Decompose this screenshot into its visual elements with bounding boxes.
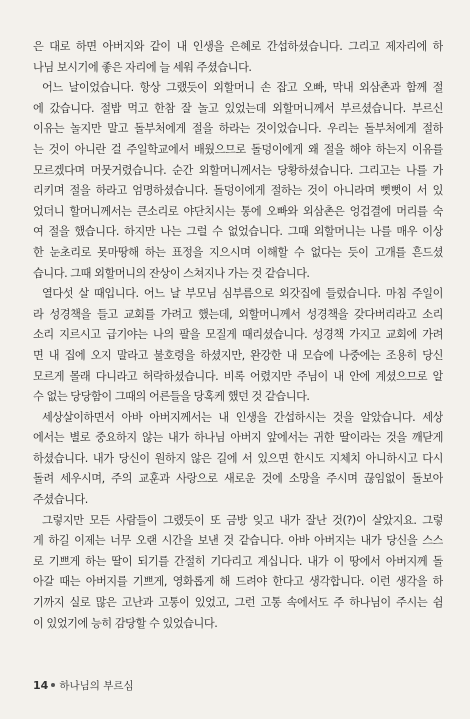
text-line: 이 있었기에 능히 감당할 수 있었습니다.	[33, 616, 218, 630]
text-line: 은 대로 하면 아버지와 같이 내 인생을 은혜로 간섭하셨습니다. 그리고 제자리에 하	[33, 40, 443, 53]
text-line: 에 갔습니다. 절밥 먹고 한참 잘 놀고 있었는데 외할머니께서 부르셨습니다. 부르신	[33, 101, 443, 115]
text-line: 어느 날이었습니다. 항상 그랬듯이 외할머니 손 잡고 오빠, 막내 외삼촌과 함께 절	[42, 81, 443, 95]
page-footer	[33, 678, 134, 694]
bullet-dot-icon	[51, 683, 55, 687]
text-line: 로 기쁘게 하는 딸이 되기를 간절히 기다리고 계십니다. 내가 이 땅에서 아버지께 돌	[33, 554, 443, 568]
text-line: 에서는 별로 중요하지 않는 내가 하나님 아버지 앞에서는 귀한 딸이라는 것을 깨닫게	[33, 431, 443, 445]
text-line: 기까지 실로 많은 고난과 고통이 있었고, 그런 고통 속에서도 주 하나님이 주시는 쉼	[33, 596, 443, 610]
text-line: 었더니 할머니께서는 큰소리로 야단치시는 통에 오빠와 외삼촌은 엉겁결에 머리를 숙	[33, 204, 443, 218]
text-line: 이유는 놀지만 말고 돌부처에게 절을 하라는 것이었습니다. 우리는 돌부처에게 절하	[33, 122, 443, 136]
paragraph	[33, 408, 443, 511]
text-line: 라 성경책을 들고 교회를 가려고 했는데, 외할머니께서 성경책을 갖다버리라고 소리	[33, 307, 443, 321]
text-line: 돌려 세우시며, 주의 교훈과 사랑으로 새로운 것에 소망을 주시며 끊임없이 돌보아	[33, 472, 443, 486]
paragraph	[33, 511, 443, 635]
text-line: 습니다. 그때 외할머니의 잔상이 스쳐지나 가는 것 같습니다.	[33, 266, 310, 280]
paragraph	[33, 78, 443, 284]
text-line: 면 내 집에 오지 말라고 불호령을 하셨지만, 완강한 내 모습에 나중에는 조용히 당신	[33, 348, 443, 362]
text-line: 세상살이하면서 아바 아버지께서는 내 인생을 간섭하시는 것을 알았습니다. 세상	[42, 410, 443, 424]
book-title: 하나님의 부르심	[59, 680, 134, 692]
body-text	[33, 37, 443, 634]
text-line: 하셨습니다. 내가 당신이 원하지 않은 길에 서 있으면 한시도 지체치 아니하시고 다시	[33, 451, 443, 465]
paragraph	[33, 284, 443, 408]
text-line: 주셨습니다.	[33, 493, 88, 507]
text-line: 게 하길 이제는 너무 오랜 시간을 보낸 것 같습니다. 아바 아버지는 내가 당신을 스스	[33, 534, 443, 548]
text-line: 모르겠다며 머뭇거렸습니다. 순간 외할머니께서는 당황하셨습니다. 그리고는 나를 가	[33, 163, 443, 177]
text-line: 그렇지만 모든 사람들이 그랬듯이 또 금방 잊고 내가 잘난 것(?)이 살았지요. 그렇	[42, 513, 443, 527]
text-line: 나님 보시기에 좋은 자리에 늘 세워 주셨습니다.	[33, 60, 252, 74]
text-line: 리키며 절을 하라고 엄명하셨습니다. 돌덩이에게 절하는 것이 아니라며 뻣뻣이 서 있	[33, 184, 443, 198]
text-line: 는 것이 아니란 걸 주일학교에서 배웠으므로 돌덩이에게 왜 절을 해야 하는지 이유를	[33, 142, 443, 156]
text-line: 한 눈초리로 못마땅해 하는 표정을 지으시며 이해할 수 없다는 듯이 고개를 흔드셨	[33, 245, 443, 259]
page-number: 14	[33, 679, 49, 692]
text-line: 아갈 때는 아버지를 기쁘게, 영화롭게 해 드려야 한다고 생각합니다. 이런 생각을 하	[33, 575, 443, 589]
text-line: 여 절을 했습니다. 하지만 나는 그럴 수 없었습니다. 그때 외할머니는 나를 매우 이상	[33, 225, 443, 239]
text-line: 소리 지르시고 급기야는 나의 팔을 모질게 때리셨습니다. 성경책 가지고 교회에 가려	[33, 328, 443, 342]
paragraph	[33, 37, 443, 78]
text-line: 열다섯 살 때입니다. 어느 날 부모님 심부름으로 외갓집에 들렀습니다. 마침 주일이	[42, 287, 443, 301]
text-line: 수 없는 당당함이 그때의 어른들을 당혹케 했던 것 같습니다.	[33, 390, 310, 404]
text-line: 모르게 몰래 다니라고 허락하셨습니다. 비록 어렸지만 주님이 내 안에 계셨으므로 알	[33, 369, 443, 383]
